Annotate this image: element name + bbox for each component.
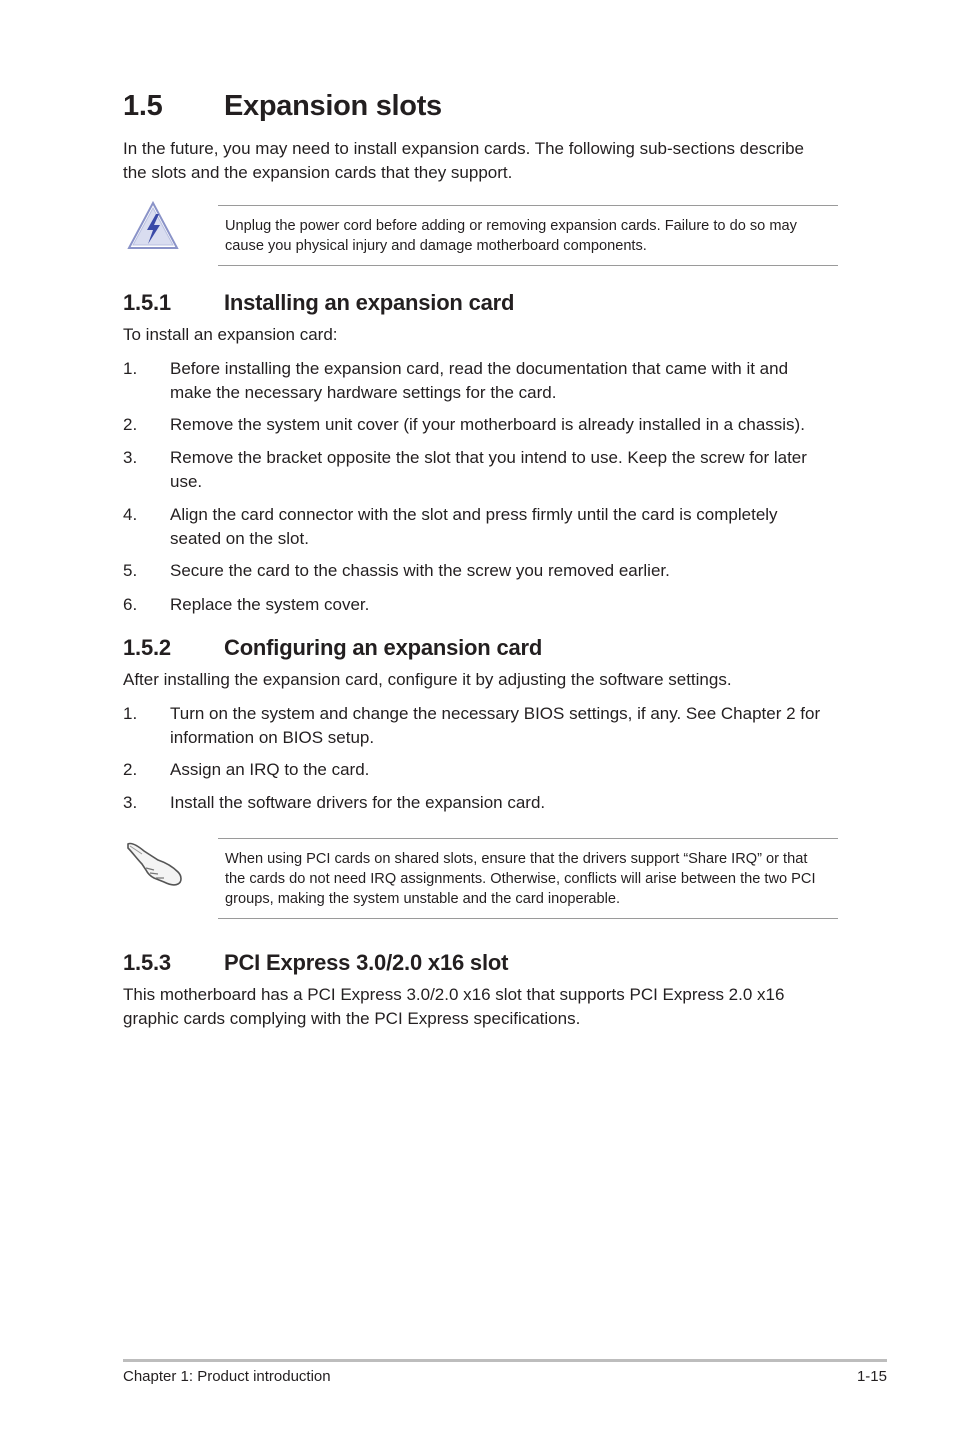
note-divider-top	[218, 205, 838, 206]
subsection-body	[123, 983, 843, 1030]
footer-chapter: Chapter 1: Product introduction	[123, 1368, 331, 1385]
step-line: Before installing the expansion card, read the documentation that came with it and	[170, 359, 789, 378]
section-intro	[123, 137, 843, 184]
step-number: 3.	[123, 793, 138, 812]
hand-note-text	[225, 849, 845, 909]
note-line: the cards do not need IRQ assignments. Otherwise, conflicts will arise between the two PCI	[225, 871, 816, 887]
body-line: graphic cards complying with the PCI Express specifications.	[123, 1008, 581, 1028]
step-line: Replace the system cover.	[170, 595, 370, 614]
step-text	[170, 357, 840, 404]
step-line: Turn on the system and change the necessary BIOS settings, if any. See Chapter 2 for	[170, 704, 821, 723]
step-text	[170, 559, 840, 583]
step-number: 2.	[123, 760, 138, 779]
subsection-title: Configuring an expansion card	[224, 635, 543, 660]
subsection-title: Installing an expansion card	[224, 290, 515, 315]
body-line: This motherboard has a PCI Express 3.0/2.0 x16 slot that supports PCI Express 2.0 x16	[123, 985, 785, 1004]
step-line: make the necessary hardware settings for the card.	[170, 382, 557, 402]
note-divider-bottom	[218, 918, 838, 919]
step-number: 1.	[123, 359, 138, 378]
step-text	[170, 791, 840, 815]
intro-line: the slots and the expansion cards that they support.	[123, 162, 513, 182]
step-line: Remove the bracket opposite the slot that you intend to use. Keep the screw for later	[170, 448, 807, 467]
step-text	[170, 503, 840, 550]
warning-note-text	[225, 216, 840, 256]
step-line: Remove the system unit cover (if your motherboard is already installed in a chassis).	[170, 415, 805, 434]
step-text	[170, 446, 840, 493]
step-text	[170, 702, 840, 749]
footer-page-number: 1-15	[856, 1368, 887, 1385]
note-line: When using PCI cards on shared slots, ensure that the drivers support “Share IRQ” or that	[225, 851, 808, 867]
step-text	[170, 593, 840, 617]
footer-rule	[123, 1359, 887, 1362]
note-divider-bottom	[218, 265, 838, 266]
step-number: 5.	[123, 561, 138, 580]
subsection-number: 1.5.2	[123, 635, 171, 660]
warning-lightning-icon	[126, 200, 180, 252]
step-number: 4.	[123, 505, 138, 524]
step-number: 2.	[123, 415, 138, 434]
step-text	[170, 758, 840, 782]
step-line: Assign an IRQ to the card.	[170, 760, 370, 779]
step-number: 1.	[123, 704, 138, 723]
subsection-number: 1.5.3	[123, 950, 171, 975]
section-title: Expansion slots	[224, 90, 442, 122]
note-line: cause you physical injury and damage motherboard components.	[225, 238, 647, 254]
subsection-lead: After installing the expansion card, configure it by adjusting the software settings.	[123, 670, 732, 689]
step-line: Align the card connector with the slot and press firmly until the card is completely	[170, 505, 778, 524]
step-line: Secure the card to the chassis with the screw you removed earlier.	[170, 561, 670, 580]
section-number: 1.5	[123, 90, 163, 122]
note-line: Unplug the power cord before adding or removing expansion cards. Failure to do so may	[225, 218, 797, 234]
step-line: seated on the slot.	[170, 528, 309, 548]
pointing-hand-icon	[124, 838, 186, 888]
step-line: use.	[170, 471, 203, 491]
subsection-title: PCI Express 3.0/2.0 x16 slot	[224, 950, 509, 975]
step-line: Install the software drivers for the expansion card.	[170, 793, 546, 812]
subsection-number: 1.5.1	[123, 290, 171, 315]
note-divider-top	[218, 838, 838, 839]
step-number: 3.	[123, 448, 138, 467]
step-number: 6.	[123, 595, 138, 614]
step-text	[170, 413, 840, 437]
subsection-lead: To install an expansion card:	[123, 325, 338, 344]
intro-line: In the future, you may need to install expansion cards. The following sub-sections describe	[123, 139, 805, 158]
step-line: information on BIOS setup.	[170, 727, 375, 747]
note-line: groups, making the system unstable and the card inoperable.	[225, 891, 621, 907]
